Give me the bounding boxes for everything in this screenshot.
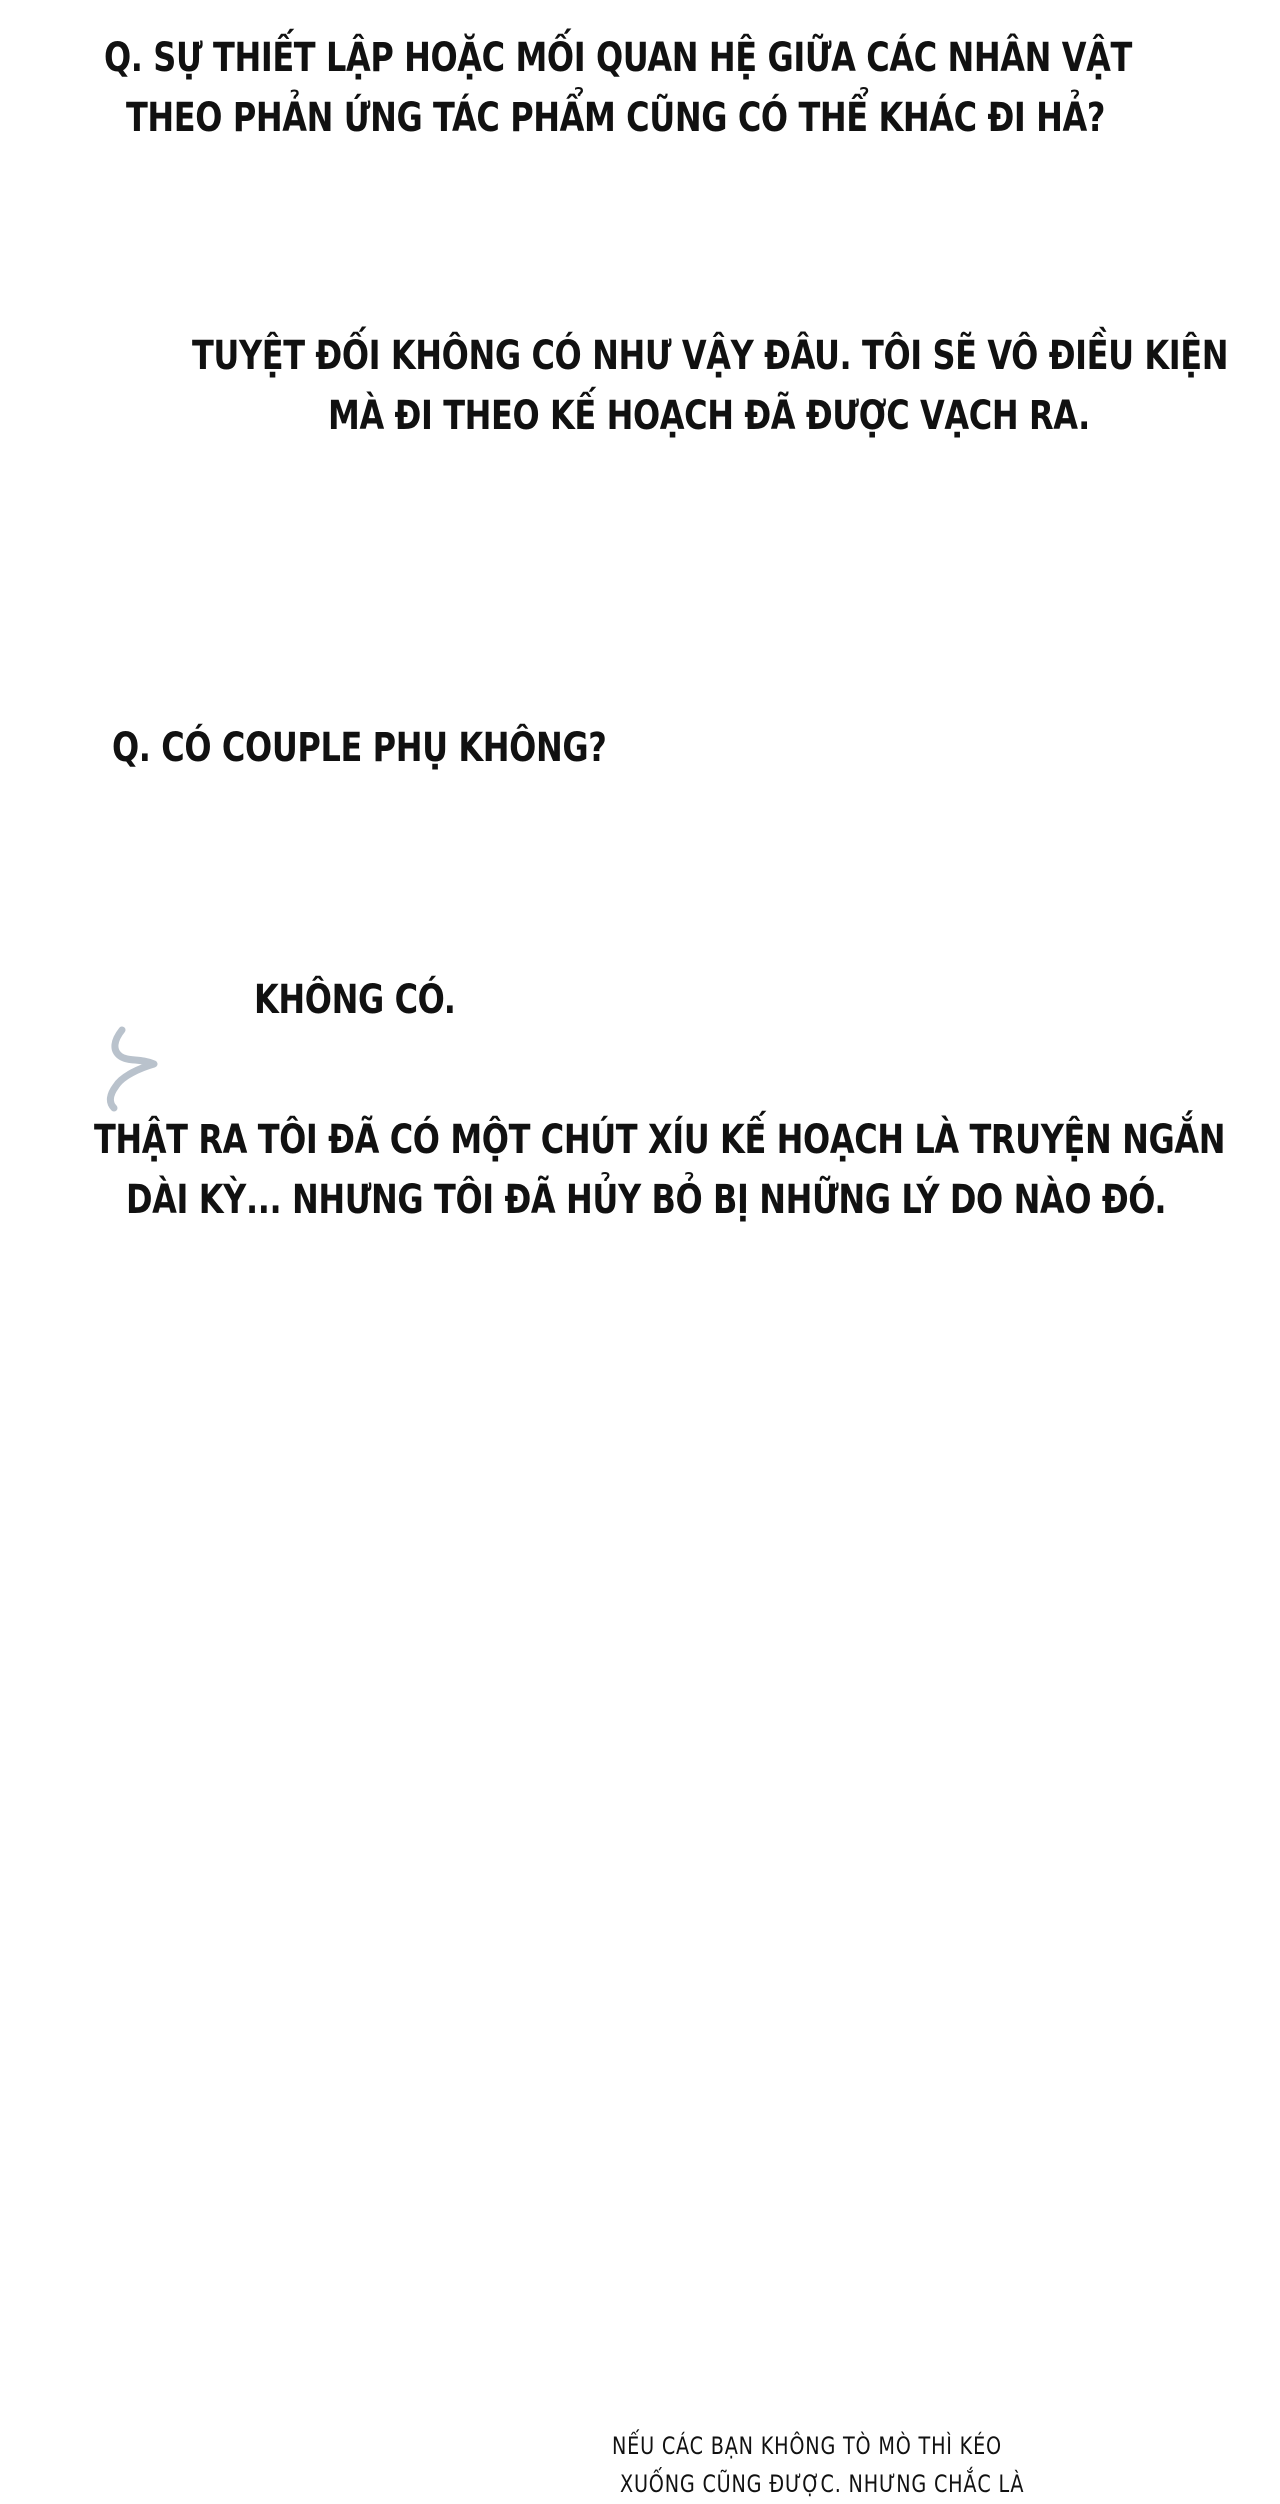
squiggle-mark (100, 1024, 164, 1114)
question-1-line-2: THEO PHẢN ỨNG TÁC PHẨM CŨNG CÓ THỂ KHÁC ĐI HẢ? (126, 95, 1106, 141)
footer-note-line-1: NẾU CÁC BẠN KHÔNG TÒ MÒ THÌ KÉO (612, 2432, 1002, 2460)
answer-2-line-2: THẬT RA TÔI ĐÃ CÓ MỘT CHÚT XÍU KẾ HOẠCH LÀ TRUYỆN NGẮN (94, 1117, 1226, 1163)
answer-1-line-1: TUYỆT ĐỐI KHÔNG CÓ NHƯ VẬY ĐÂU. TÔI SẼ VÔ ĐIỀU KIỆN (192, 333, 1229, 379)
answer-2-short: KHÔNG CÓ. (254, 977, 456, 1023)
question-1-line-1: Q. SỰ THIẾT LẬP HOẶC MỐI QUAN HỆ GIỮA CÁC NHÂN VẬT (104, 35, 1132, 81)
question-2-line-1: Q. CÓ COUPLE PHỤ KHÔNG? (112, 725, 607, 771)
footer-note-line-2: XUỐNG CŨNG ĐƯỢC. NHƯNG CHẮC LÀ (620, 2470, 1025, 2498)
answer-1-line-2: MÀ ĐI THEO KẾ HOẠCH ĐÃ ĐƯỢC VẠCH RA. (328, 393, 1090, 439)
answer-2-line-3: DÀI KỲ... NHƯNG TÔI ĐÃ HỦY BỎ BỊ NHỮNG LÝ DO NÀO ĐÓ. (126, 1177, 1167, 1223)
